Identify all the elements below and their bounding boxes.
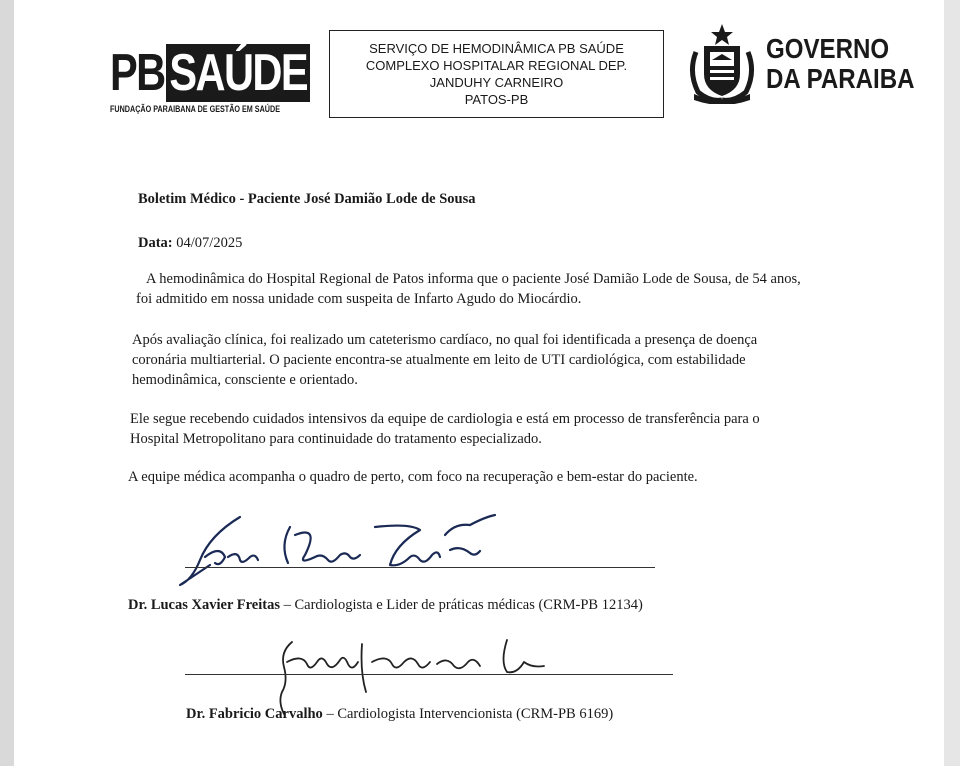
signatory-2-name: Dr. Fabricio Carvalho	[186, 706, 323, 722]
header-line-2: COMPLEXO HOSPITALAR REGIONAL DEP.	[365, 58, 628, 73]
governo-wordmark	[766, 34, 914, 94]
scan-edge-left	[0, 0, 14, 766]
signature-ink-2	[280, 640, 544, 714]
paragraph-line: Ele segue recebendo cuidados intensivos da equipe de cardiologia e está em processo de transferência para o	[130, 411, 760, 427]
date-label: Data:	[138, 235, 173, 251]
date-value: 04/07/2025	[176, 235, 243, 251]
paragraph-4	[128, 467, 698, 487]
pb-saude-tagline: FUNDAÇÃO PARAIBANA DE GESTÃO EM SAÚDE	[110, 104, 281, 114]
governo-paraiba-logo	[686, 20, 916, 105]
signature-ink-1	[180, 515, 495, 585]
signatory-2-role: – Cardiologista Intervencionista (CRM-PB 6169)	[322, 706, 614, 722]
paragraph-line: A equipe médica acompanha o quadro de perto, com foco na recuperação e bem-estar do paciente.	[128, 469, 698, 485]
signature-line-2	[185, 674, 673, 675]
pb-wordmark-pb: PB	[110, 44, 165, 102]
governo-line-2: DA PARAIBA	[766, 63, 915, 94]
service-header-box	[329, 30, 664, 118]
coat-of-arms-icon	[686, 22, 758, 104]
pb-saude-logo	[110, 44, 310, 120]
paragraph-3	[130, 409, 760, 449]
signatory-1-role: – Cardiologista e Lider de práticas médicas (CRM-PB 12134)	[279, 597, 643, 613]
paragraph-line: A hemodinâmica do Hospital Regional de Patos informa que o paciente José Damião Lode de Sousa, de 54 anos,	[146, 271, 801, 287]
paragraph-2	[132, 330, 757, 390]
paragraph-line: Após avaliação clínica, foi realizado um cateterismo cardíaco, no qual foi identificada a presença de doença	[132, 332, 758, 348]
bulletin-date	[138, 235, 242, 252]
signatory-1	[128, 597, 643, 614]
paragraph-line: foi admitido em nossa unidade com suspeita de Infarto Agudo do Miocárdio.	[136, 291, 582, 307]
header-line-1: SERVIÇO DE HEMODINÂMICA PB SAÚDE	[369, 41, 624, 56]
scan-edge-right	[944, 0, 960, 766]
paragraph-line: coronária multiarterial. O paciente encontra-se atualmente em leito de UTI cardiológica, com estabilidade	[132, 352, 746, 368]
pb-saude-wordmark	[110, 44, 310, 102]
signature-lucas-xavier	[170, 505, 510, 595]
bulletin-title: Boletim Médico - Paciente José Damião Lode de Sousa	[138, 191, 476, 207]
paragraph-line: Hospital Metropolitano para continuidade do tratamento especializado.	[130, 431, 542, 447]
signatory-1-name: Dr. Lucas Xavier Freitas	[128, 597, 280, 613]
header-line-4: PATOS-PB	[464, 92, 529, 107]
pb-wordmark-saude: SAÚDE	[166, 44, 310, 102]
paragraph-1	[136, 269, 801, 309]
signature-line-1	[185, 567, 655, 568]
signatory-2	[186, 706, 613, 723]
header-line-3: JANDUHY CARNEIRO	[429, 75, 564, 90]
governo-line-1: GOVERNO	[766, 33, 890, 64]
paragraph-line: hemodinâmica, consciente e orientado.	[132, 372, 358, 388]
